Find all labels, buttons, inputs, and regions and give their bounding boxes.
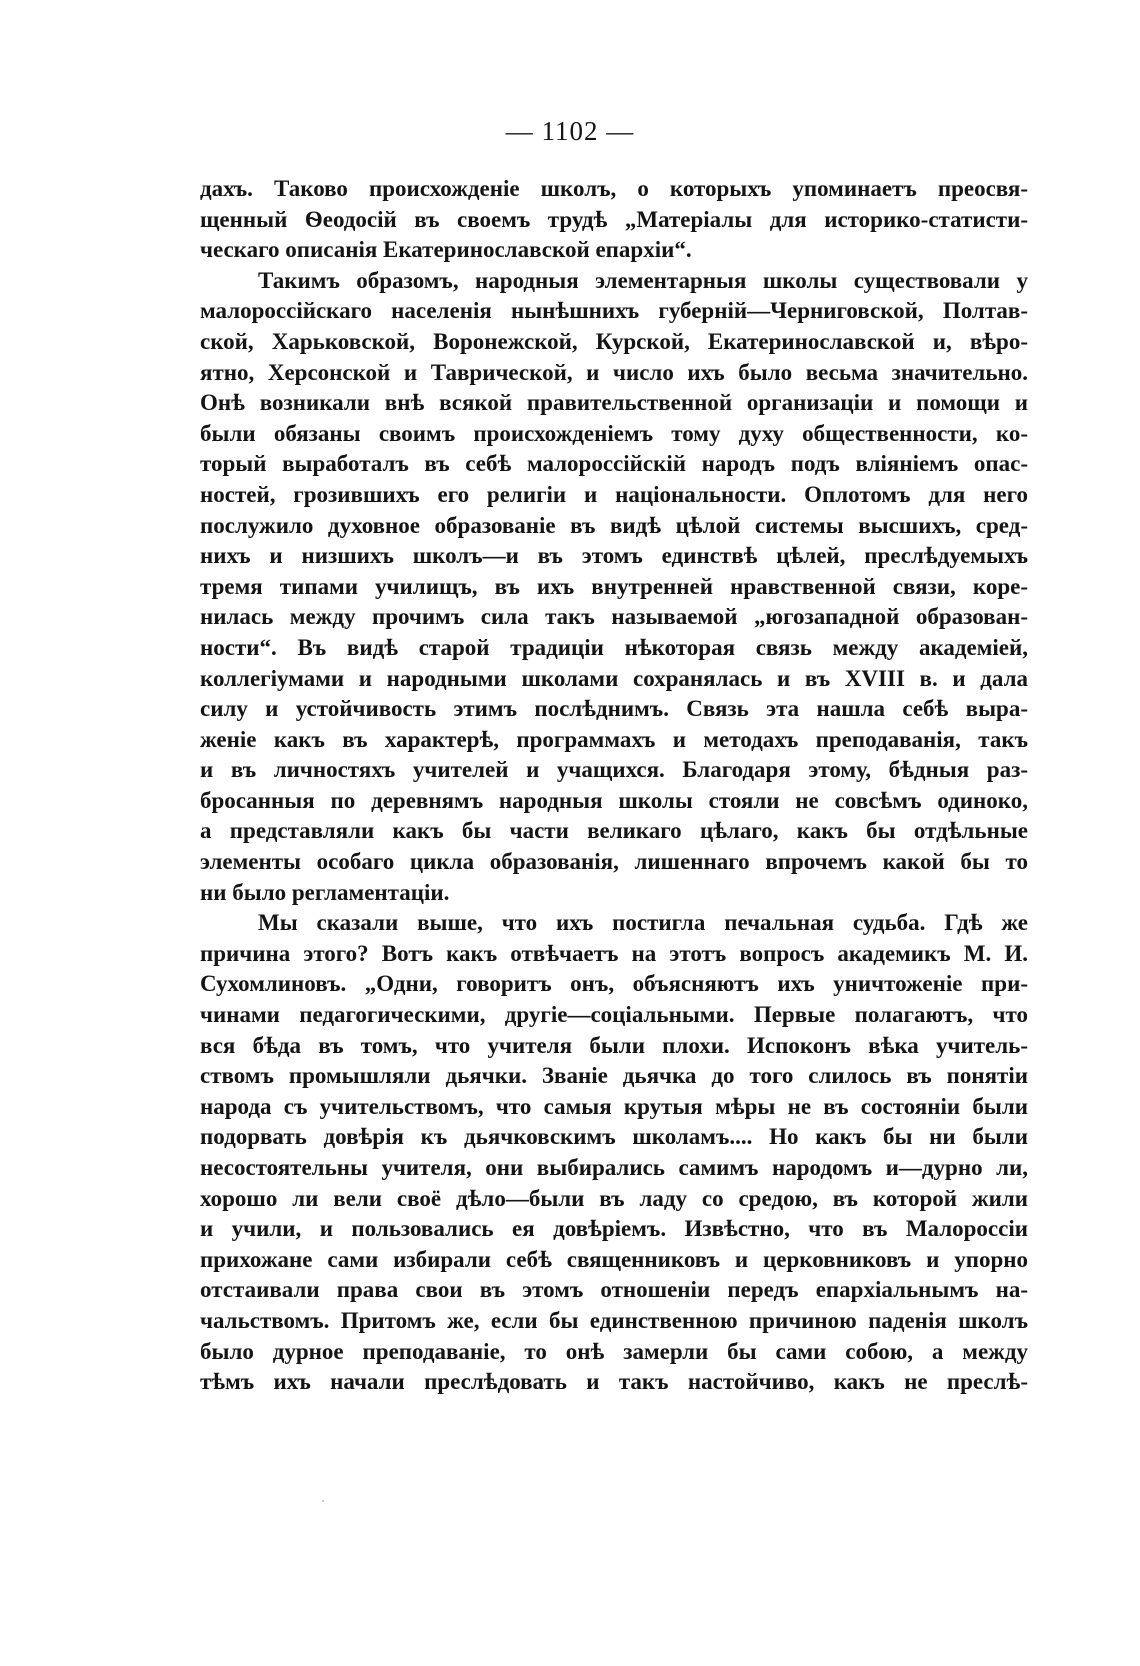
text-line: бросанныя по деревнямъ народныя школы стояли не совсѣмъ одиноко, (200, 787, 1028, 813)
text-line: и учили, и пользовались ея довѣріемъ. Извѣстно, что въ Малороссіи (200, 1216, 1028, 1242)
text-line: элементы особаго цикла образованія, лишеннаго впрочемъ какой бы то (200, 849, 1028, 875)
text-line: женіе какъ въ характерѣ, программахъ и методахъ преподаванія, такъ (200, 726, 1028, 752)
text-line: малороссійскаго населенія нынѣшнихъ губерній—Черниговской, Полтав- (200, 298, 1028, 324)
text-line: торый выработалъ въ себѣ малороссійскій народъ подъ вліяніемъ опас- (200, 451, 1028, 477)
text-line: прихожане сами избирали себѣ священниковъ и церковниковъ и упорно (200, 1246, 1028, 1272)
text-line: подорвать довѣрія къ дьячковскимъ школамъ.... Но какъ бы ни были (200, 1124, 1028, 1150)
text-line: несостоятельны учителя, они выбирались самимъ народомъ и—дурно ли, (200, 1155, 1028, 1180)
text-line: ческаго описанія Екатеринославской епархіи“. (200, 237, 692, 263)
text-line: и въ личностяхъ учителей и учащихся. Благодаря этому, бѣдныя раз- (200, 757, 1028, 783)
text-line: отстаивали права свои въ этомъ отношеніи передъ епархіальнымъ на- (200, 1277, 1028, 1303)
paper-speck (322, 1500, 324, 1502)
text-line: чинами педагогическими, другіе—соціальными. Первые полагаютъ, что (200, 1002, 1028, 1028)
text-line: ствомъ промышляли дьячки. Званіе дьячка до того слилось въ понятіи (200, 1063, 1028, 1089)
text-line: Такимъ образомъ, народныя элементарныя школы существовали у (258, 267, 1028, 293)
text-line: причина этого? Вотъ какъ отвѣчаетъ на этотъ вопросъ академикъ М. И. (200, 940, 1028, 966)
text-line: вся бѣда въ томъ, что учителя были плохи. Испоконъ вѣка учитель- (200, 1032, 1028, 1058)
text-line: а представляли какъ бы части великаго цѣлаго, какъ бы отдѣльные (200, 818, 1028, 844)
text-line: Онѣ возникали внѣ всякой правительственной организаціи и помощи и (200, 390, 1028, 416)
body-text (200, 174, 1028, 1398)
text-line: были обязаны своимъ происхожденіемъ тому духу общественности, ко- (200, 420, 1028, 446)
page-number: — 1102 — (505, 116, 635, 146)
text-line: хорошо ли вели своё дѣло—были въ ладу со средою, въ которой жили (200, 1185, 1028, 1211)
text-line: ской, Харьковской, Воронежской, Курской, Екатеринославской и, вѣро- (200, 328, 1028, 354)
text-line: ностей, грозившихъ его религіи и національности. Оплотомъ для него (200, 481, 1028, 507)
text-line: тремя типами училищъ, въ ихъ внутренней нравственной связи, коре- (200, 573, 1028, 599)
text-line: коллегіумами и народными школами сохранялась и въ XVIII в. и дала (200, 665, 1028, 691)
text-line: ности“. Въ видѣ старой традиціи нѣкоторая связь между академіей, (200, 634, 1028, 660)
text-line: нихъ и низшихъ школъ—и въ этомъ единствѣ цѣлей, преслѣдуемыхъ (200, 543, 1028, 569)
text-line: Сухомлиновъ. „Одни, говоритъ онъ, объясняютъ ихъ уничтоженіе при- (200, 971, 1028, 997)
text-line: чальствомъ. Притомъ же, если бы единственною причиною паденія школъ (200, 1307, 1028, 1333)
text-line: ятно, Херсонской и Таврической, и число ихъ было весьма значительно. (200, 359, 1028, 385)
text-line: нилась между прочимъ сила такъ называемой „югозападной образован- (200, 604, 1028, 630)
text-line: силу и устойчивость этимъ послѣднимъ. Связь эта нашла себѣ выра- (200, 696, 1028, 722)
text-line: щенный Ѳеодосій въ своемъ трудѣ „Матеріалы для историко-статисти- (200, 206, 1028, 232)
text-line: послужило духовное образованіе въ видѣ цѣлой системы высшихъ, сред- (200, 512, 1028, 538)
text-line: дахъ. Таково происхожденіе школъ, о которыхъ упоминаетъ преосвя- (200, 176, 1028, 201)
text-line: ни было регламентаціи. (200, 879, 450, 905)
text-line: Мы сказали выше, что ихъ постигла печальная судьба. Гдѣ же (258, 910, 1028, 936)
text-line: было дурное преподаваніе, то онѣ замерли бы сами собою, а между (200, 1338, 1028, 1364)
text-line: народа съ учительствомъ, что самыя крутыя мѣры не въ состояніи были (200, 1093, 1028, 1119)
text-line: тѣмъ ихъ начали преслѣдовать и такъ настойчиво, какъ не преслѣ- (200, 1369, 1028, 1395)
